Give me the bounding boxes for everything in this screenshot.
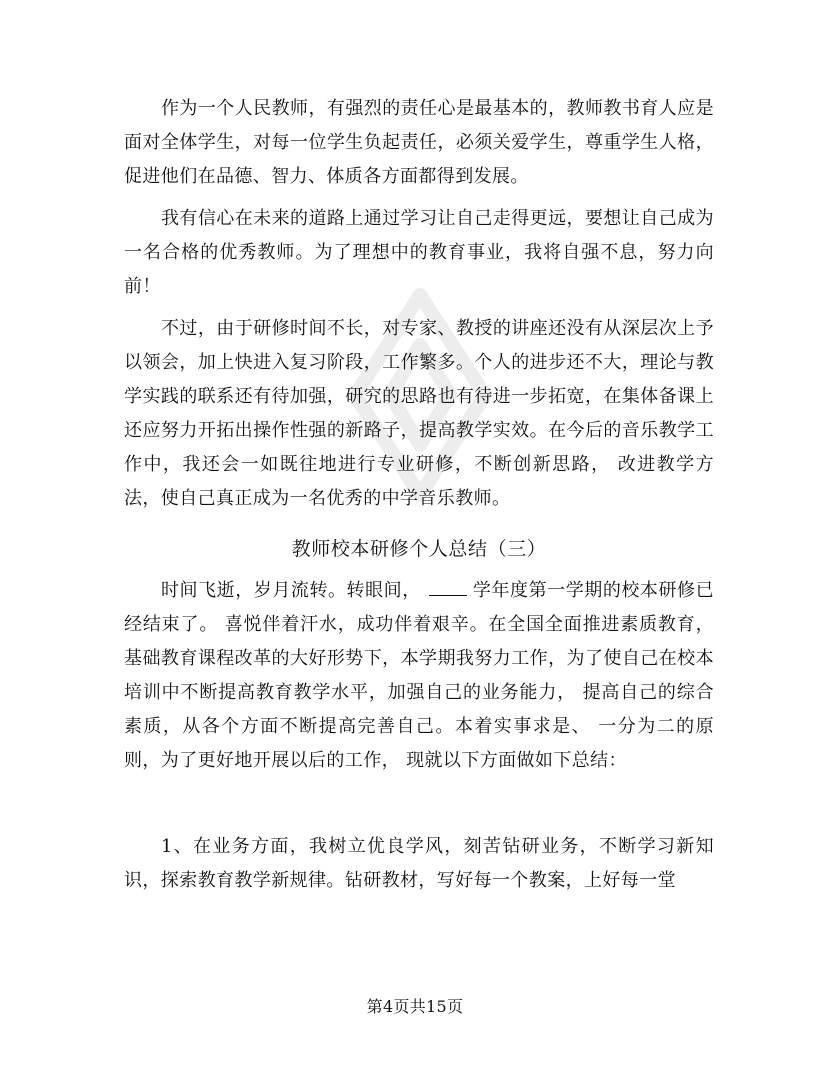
section-heading: 教师校本研修个人总结（三） [291,538,547,560]
intro-text-after-blank: 学年度第一学期的校本研修已经结束了。 喜悦伴着汗水，成功伴着艰辛。在全国全面推进素质教育，基础教育课程改革的大好形势下，本学期我努力工作，为了使自己在校本培训中不断提高教育教学水平，加强自己的业务能力， 提高自己的综合素质，从各个方面不断提高完善自己。本着实事求是、 一分为二的原则，为了更好地开展以后的工作， 现就以下方面做如下总结： [124,580,714,771]
fill-in-blank [429,579,467,596]
intro-text-before-blank: 时间飞逝，岁月流转。转眼间， [161,580,421,601]
paragraph-responsibility: 作为一个人民教师，有强烈的责任心是最基本的，教师教书育人应是面对全体学生，对每一位学生负起责任，必须关爱学生，尊重学生人格，促进他们在品德、智力、体质各方面都得到发展。 [124,98,714,187]
paragraph-confidence: 我有信心在未来的道路上通过学习让自己走得更远，要想让自己成为一名合格的优秀教师。为了理想中的教育事业，我将自强不息，努力向前！ [124,208,714,297]
page-footer: 第4页共15页 [366,997,464,1016]
paragraph-item-1: 1、在业务方面，我树立优良学风，刻苦钻研业务，不断学习新知识，探索教育教学新规律。钻研教材，写好每一个教案，上好每一堂 [124,836,714,891]
paragraph-summary-intro [124,574,714,778]
paragraph-shortcomings: 不过，由于研修时间不长，对专家、教授的讲座还没有从深层次上予以领会，加上快进入复习阶段，工作繁多。个人的进步还不大，理论与教学实践的联系还有待加强，研究的思路也有待进一步拓宽，在集体备课上还应努力开拓出操作性强的新路子，提高教学实效。在今后的音乐教学工作中，我还会一如既往地进行专业研修，不断创新思路， 改进教学方法，使自己真正成为一名优秀的中学音乐教师。 [124,318,714,509]
